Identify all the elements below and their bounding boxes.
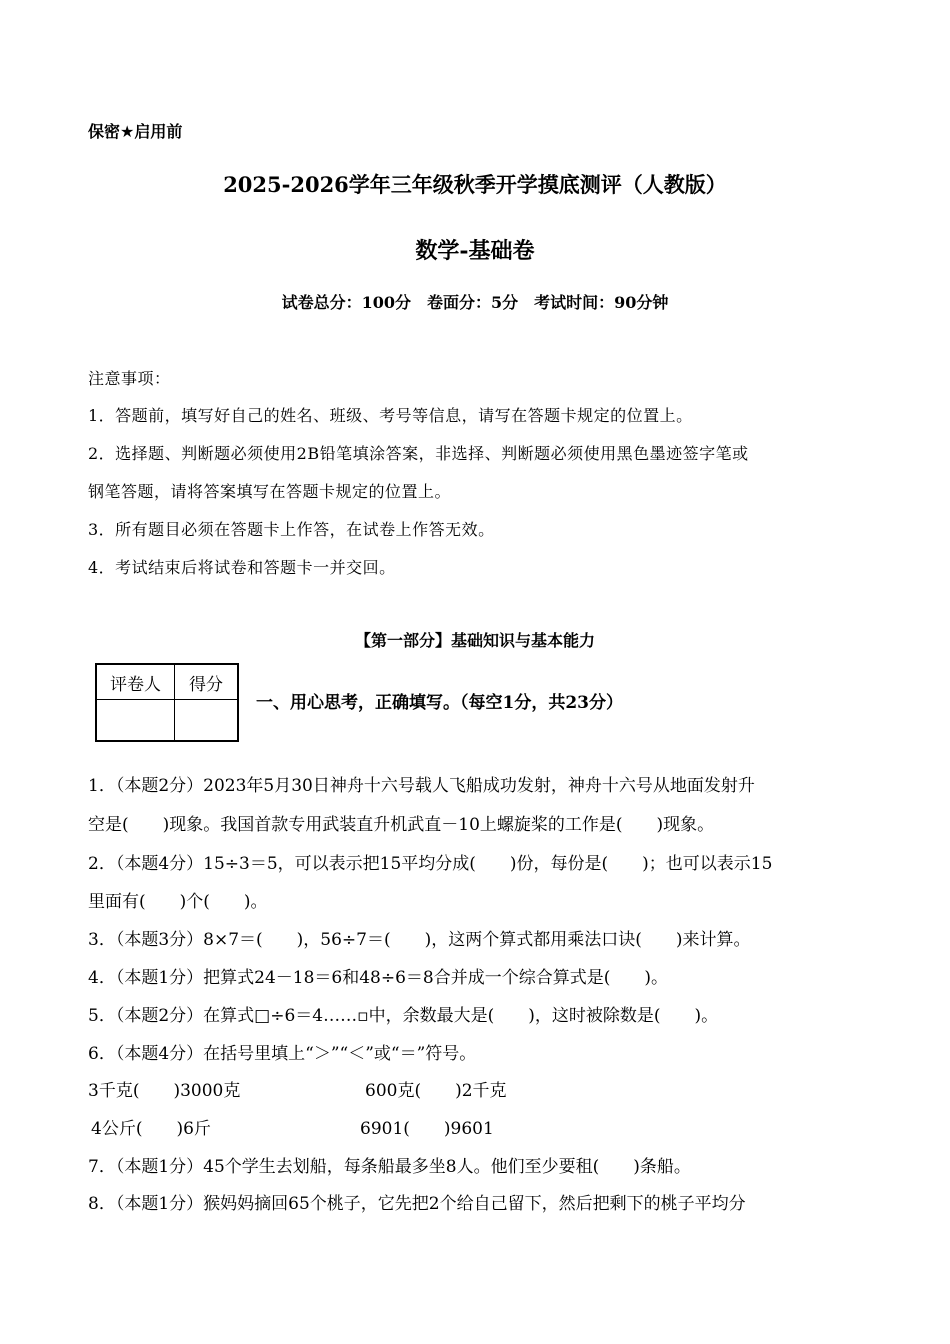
question-line: 6．（本题4分）在括号里填上“＞”“＜”或“＝”符号。 xyxy=(88,1044,477,1064)
question-line: 3．（本题3分）8×7＝( )，56÷7＝( )，这两个算式都用乘法口诀( )来计算。 xyxy=(88,930,751,950)
part-heading: 【第一部分】基础知识与基本能力 xyxy=(354,631,595,650)
question-line: 2．（本题4分）15÷3＝5，可以表示把15平均分成( )份，每份是( )；也可以表示15 xyxy=(88,854,773,874)
question-line: 8．（本题1分）猴妈妈摘回65个桃子，它先把2个给自己留下，然后把剩下的桃子平均分 xyxy=(88,1194,746,1214)
section-heading: 一、用心思考，正确填写。（每空1分，共23分） xyxy=(256,693,623,713)
confidential-label: 保密★启用前 xyxy=(88,122,183,141)
note-line: 1．答题前，填写好自己的姓名、班级、考号等信息，请写在答题卡规定的位置上。 xyxy=(88,406,693,425)
compare-item: 6901( )9601 xyxy=(360,1119,494,1139)
question-line: 5．（本题2分）在算式□÷6＝4……▫中，余数最大是( )，这时被除数是( )。 xyxy=(88,1006,719,1026)
compare-item: 600克( )2千克 xyxy=(365,1081,507,1101)
note-line: 钢笔答题，请将答案填写在答题卡规定的位置上。 xyxy=(88,482,452,501)
exam-meta: 试卷总分：100分 卷面分：5分 考试时间：90分钟 xyxy=(281,293,669,312)
grader-table xyxy=(95,663,239,742)
question-line: 1．（本题2分）2023年5月30日神舟十六号载人飞船成功发射，神舟十六号从地面发射升 xyxy=(88,776,755,796)
question-line: 7．（本题1分）45个学生去划船，每条船最多坐8人。他们至少要租( )条船。 xyxy=(88,1157,691,1177)
exam-title: 2025-2026学年三年级秋季开学摸底测评（人教版） xyxy=(223,172,727,197)
question-line: 里面有( )个( )。 xyxy=(88,892,268,912)
note-line: 3．所有题目必须在答题卡上作答，在试卷上作答无效。 xyxy=(88,520,495,539)
notes-heading: 注意事项： xyxy=(88,369,171,388)
question-line: 4．（本题1分）把算式24－18＝6和48÷6＝8合并成一个综合算式是( )。 xyxy=(88,968,668,988)
score-cell[interactable] xyxy=(175,700,239,742)
note-line: 2．选择题、判断题必须使用2B铅笔填涂答案，非选择、判断题必须使用黑色墨迹签字笔或 xyxy=(88,444,749,463)
question-line: 空是( )现象。我国首款专用武装直升机武直－10上螺旋桨的工作是( )现象。 xyxy=(88,815,715,835)
compare-item: 4公斤( )6斤 xyxy=(91,1119,211,1139)
exam-subtitle: 数学-基础卷 xyxy=(415,238,535,264)
score-header: 得分 xyxy=(175,664,239,700)
compare-item: 3千克( )3000克 xyxy=(88,1081,241,1101)
note-line: 4．考试结束后将试卷和答题卡一并交回。 xyxy=(88,558,396,577)
grader-header: 评卷人 xyxy=(96,664,175,700)
grader-cell[interactable] xyxy=(96,700,175,742)
